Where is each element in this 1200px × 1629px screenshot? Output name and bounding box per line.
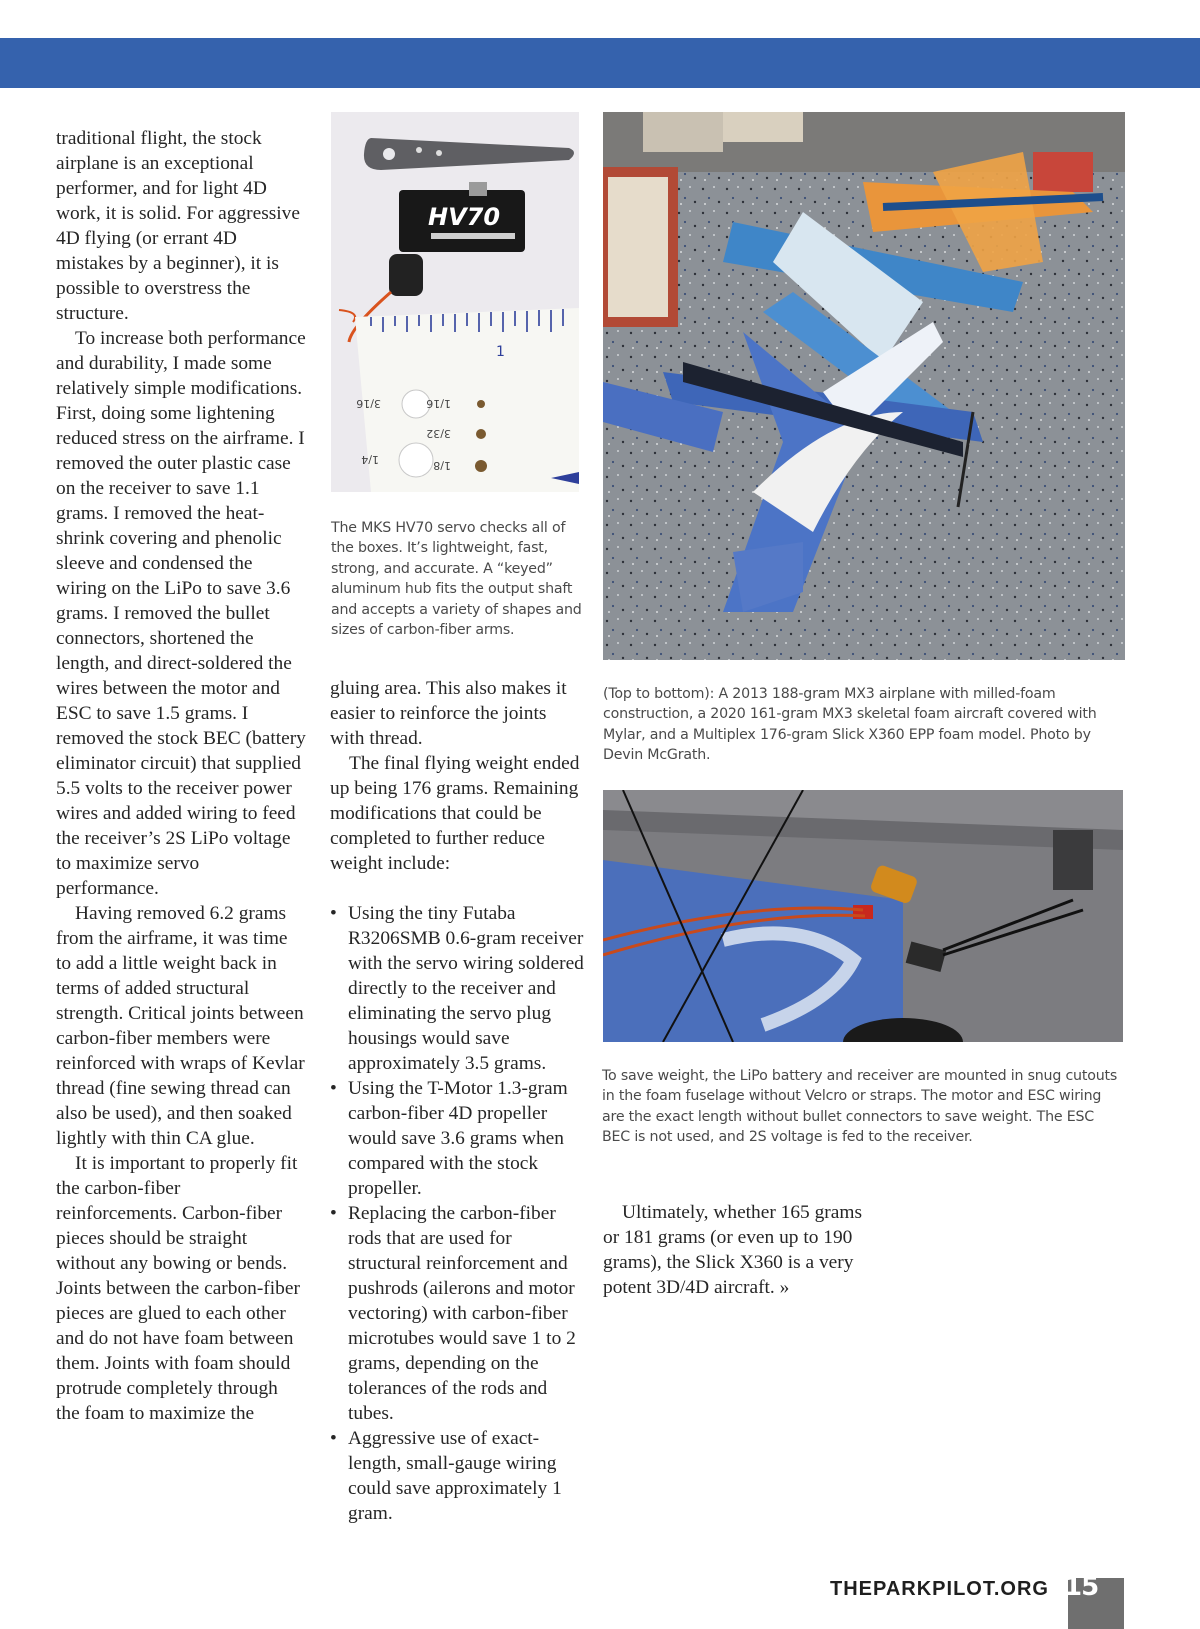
airplanes-photo xyxy=(603,112,1125,660)
battery-photo xyxy=(603,790,1123,1042)
svg-text:1/4: 1/4 xyxy=(361,453,379,466)
bullet-list xyxy=(330,901,584,1526)
list-item: • Replacing the carbon-fiber rods that are used for structural reinforcement and pushrods (ailerons and motor vectoring) with carbon-fiber microtubes would save 1 to 2 grams, depending on the tolerances of the rods and tubes. xyxy=(330,1201,584,1426)
hole-gauge xyxy=(355,308,579,492)
svg-text:3/16: 3/16 xyxy=(356,397,381,410)
servo-label: HV70 xyxy=(428,203,501,231)
svg-text:1/16: 1/16 xyxy=(426,397,451,410)
article-column-3 xyxy=(603,1200,873,1300)
svg-text:3/32: 3/32 xyxy=(426,427,451,440)
servo-photo xyxy=(331,112,579,492)
article-column-1 xyxy=(56,126,306,1426)
article-column-2 xyxy=(330,676,584,1526)
list-item: • Using the tiny Futaba R3206SMB 0.6-gram receiver with the servo wiring soldered directly to the receiver and eliminating the servo plug housings would save approximately 3.5 grams. xyxy=(330,901,584,1076)
airplanes-photo-caption: (Top to bottom): A 2013 188-gram MX3 airplane with milled-foam construction, a 2020 161-gram MX3 skeletal foam aircraft covered with Mylar, and a Multiplex 176-gram Slick X360 EPP foam model. Photo by Devin McGrath. xyxy=(603,686,1097,764)
paragraph: To increase both performance and durability, I made some relatively simple modifications. First, doing some lightening reduced stress on the airframe. I removed the outer plastic case on the receiver to save 1.1 grams. I removed the heat-shrink covering and phenolic sleeve and condensed the wiring on the LiPo to save 3.6 grams. I removed the bullet connectors, shortened the length, and direct-soldered the wires between the motor and ESC to save 1.5 grams. I removed the stock BEC (battery eliminator circuit) that supplied 5.5 volts to the receiver power wires and added wiring to feed the receiver’s 2S LiPo voltage to maximize servo performance. xyxy=(56,328,306,899)
paragraph: traditional flight, the stock airplane is an exceptional performer, and for light 4D work, it is solid. For aggressive 4D flying (or errant 4D mistakes by a beginner), it is possible to overstress the structure. xyxy=(56,128,300,324)
battery-photo-caption: To save weight, the LiPo battery and receiver are mounted in snug cutouts in the foam fuselage without Velcro or straps. The motor and ESC wiring are the exact length without bullet connectors to save weight. The ESC BEC is not used, and 2S voltage is fed to the receiver. xyxy=(602,1068,1118,1146)
svg-text:1: 1 xyxy=(496,344,505,360)
paragraph: It is important to properly fit the carbon-fiber reinforcements. Carbon-fiber pieces should be straight without any bowing or bends. Joints between the carbon-fiber pieces are glued to each other and do not have foam between them. Joints with foam should protrude completely through the foam to maximize the xyxy=(56,1153,300,1424)
footer-site: THEPARKPILOT.ORG xyxy=(830,1578,1049,1600)
svg-text:1/8: 1/8 xyxy=(433,459,451,472)
page-number: 15 xyxy=(1064,1572,1099,1602)
list-item: • Aggressive use of exact-length, small-gauge wiring could save approximately 1 gram. xyxy=(330,1426,584,1526)
header-bar xyxy=(0,38,1200,88)
servo-photo-caption: The MKS HV70 servo checks all of the boxes. It’s lightweight, fast, strong, and accurate. A “keyed” aluminum hub fits the output shaft and accepts a variety of shapes and sizes of carbon-fiber arms. xyxy=(331,520,582,639)
paragraph: Having removed 6.2 grams from the airframe, it was time to add a little weight back in terms of added structural strength. Critical joints between carbon-fiber members were reinforced with wraps of Kevlar thread (fine sewing thread can also be used), and then soaked lightly with thin CA glue. xyxy=(56,903,305,1149)
paragraph: gluing area. This also makes it easier to reinforce the joints with thread. xyxy=(330,678,567,749)
paragraph: Ultimately, whether 165 grams or 181 grams (or even up to 190 grams), the Slick X360 is a very potent 3D/4D aircraft. » xyxy=(603,1202,862,1298)
list-item: • Using the T-Motor 1.3-gram carbon-fiber 4D propeller would save 3.6 grams when compared with the stock propeller. xyxy=(330,1076,584,1201)
paragraph: The final flying weight ended up being 176 grams. Remaining modifications that could be completed to further reduce weight include: xyxy=(330,753,580,874)
